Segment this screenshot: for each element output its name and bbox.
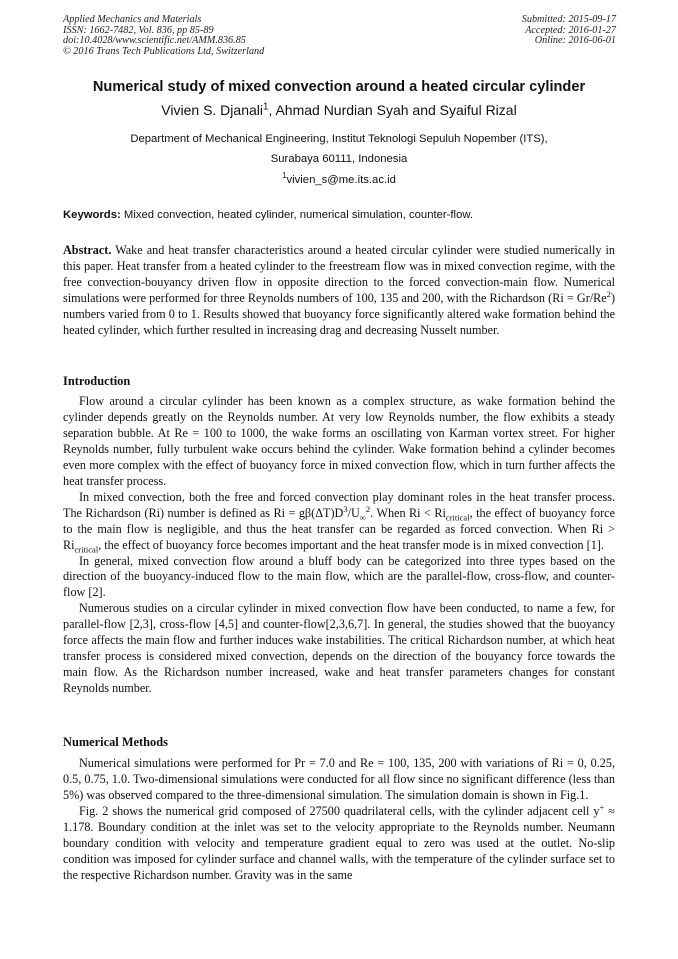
superscript: 3 [343,503,348,514]
journal-header [63,15,264,57]
other-authors: , Ahmad Nurdian Syah and Syaiful Rizal [268,102,517,118]
email-address[interactable]: vivien_s@me.its.ac.id [286,174,396,186]
text-run: , the effect of buoyancy force becomes important and the heat transfer mode is in mixed convection [1]. [98,537,604,552]
affiliation-line-2: Surabaya 60111, Indonesia [270,153,408,165]
keywords-label: Keywords: [63,209,121,221]
superscript: + [599,801,605,812]
abstract [63,243,615,339]
intro-paragraph: Flow around a circular cylinder has been known as a complex structure, as wake formation behind the cylinder depends greatly on the Reynolds number. At very low Reynolds number, the flow exhibits a steady separation bubble. At Re = 100 to 1000, the wake forms an oscillating von Karman vortex street. For higher Reynolds number, fully turbulent wake occurs behind the cylinder. Wake formation behind a cylinder becomes even more complex with the effect of buoyancy force in mixed convection flow, which in turn further affects the heat transfer process. [63,394,615,488]
abstract-paragraph [63,243,615,339]
paper-title: Numerical study of mixed convection around a heated circular cylinder [92,79,586,95]
subscript: ∞ [359,512,366,523]
methods-paragraph [63,801,615,884]
methods-paragraph: Numerical simulations were performed for Pr = 7.0 and Re = 100, 135, 200 with variations of Ri = 0, 0.25, 0.5, 0.75, 1.0. Two-dimensional simulations were conducted for all flow since no significant difference (less than 5%) was observed compared to the three-dimensional simulation. The simulation domain is shown in Fig.1. [63,756,615,802]
text-run: ≈ 1.178. Boundary condition at the inlet was set to the velocity appropriate to the Reynolds number. Neumann boundary condition with velocity and temperature gradient equal to zero was used at the outlet. No-slip condition was imposed for cylinder surface and channel walls, with the temperature of the cylinder surface set to the respective Richardson number. Gravity was in the same [63,803,615,882]
accepted-date: Accepted: 2016-01-27 [525,24,616,36]
submitted-date: Submitted: 2015-09-17 [521,14,616,25]
author-1-affil-mark: 1 [262,101,269,113]
keywords [63,209,615,221]
copyright-line: © 2016 Trans Tech Publications Ltd, Switzerland [63,45,265,57]
author-1: Vivien S. Djanali [161,102,263,118]
intro-paragraph [63,490,615,554]
text-run: Fig. 2 shows the numerical grid composed of 27500 quadrilateral cells, with the cylinder adjacent cell y [79,803,600,818]
affiliation-line-1: Department of Mechanical Engineering, Institut Teknologi Sepuluh Nopember (ITS), [130,133,548,145]
introduction-heading: Introduction [63,374,131,388]
superscript: 2 [365,503,371,514]
issn-line: ISSN: 1662-7482, Vol. 836, pp 85-89 [63,24,214,36]
subscript: critical [74,544,99,555]
author-list [0,102,678,118]
journal-name: Applied Mechanics and Materials [63,14,202,25]
abstract-label: Abstract. [63,243,112,257]
intro-paragraph: In general, mixed convection flow around a bluff body can be categorized into three types based on the direction of the buoyancy-induced flow to the main flow, which are the parallel-flow, cross-flow, and counter-flow [2]. [63,553,615,600]
doi-line[interactable]: doi:10.4028/www.scientific.net/AMM.836.85 [63,35,246,47]
subscript: critical [445,512,470,523]
abstract-text-part: Wake and heat transfer characteristics around a heated circular cylinder were studied numerically in this paper. Heat transfer from a heated cylinder to the freestream flow was in mixed convection regime, with the free convection-bouyancy driven flow in opposite direction to the forced convection-main flow. Numerical simulations were performed for three Reynolds numbers of 100, 135 and 200, with the Richardson (Ri = Gr/Re [63,243,615,305]
text-run: /U [347,505,360,520]
numerical-methods-section [63,756,615,884]
numerical-methods-heading: Numerical Methods [63,735,168,749]
abstract-text-part: ) numbers varied from 0 to 1. Results showed that buoyancy force significantly altered wake formation behind the heated cylinder, which further resulted in increasing drag and decreasing Nusselt number. [63,290,615,337]
email-affil-mark: 1 [282,171,287,181]
online-date: Online: 2016-06-01 [534,35,616,47]
abstract-superscript: 2 [606,288,611,299]
dates-header [522,15,616,47]
author-email [0,171,678,186]
keywords-text: Mixed convection, heated cylinder, numerical simulation, counter-flow. [120,209,474,221]
text-run: In mixed convection, both the free and forced convection play dominant roles in the heat transfer process. The Richardson (Ri) number is defined as Ri = gβ(ΔT)D [63,489,615,520]
intro-paragraph: Numerous studies on a circular cylinder in mixed convection flow have been conducted, to name a few, for parallel-flow [2,3], cross-flow [4,5] and counter-flow[2,3,6,7]. In general, the studies showed that the buoyancy force affects the main flow and further induces wake instabilities. The critical Richardson number, at which heat transfer process is considered mixed convection, depends on the direction of the bouyancy force towards the main flow. As the Richardson number increased, wake and heat transfer parameters changes for constant Reynolds number. [63,601,615,696]
introduction-section [63,394,615,697]
text-run: , the effect of buoyancy force to the main flow is negligible, and thus the heat transfer can be regarded as forced convection. When Ri > Ri [63,505,615,552]
text-run: . When Ri < Ri [370,505,446,520]
